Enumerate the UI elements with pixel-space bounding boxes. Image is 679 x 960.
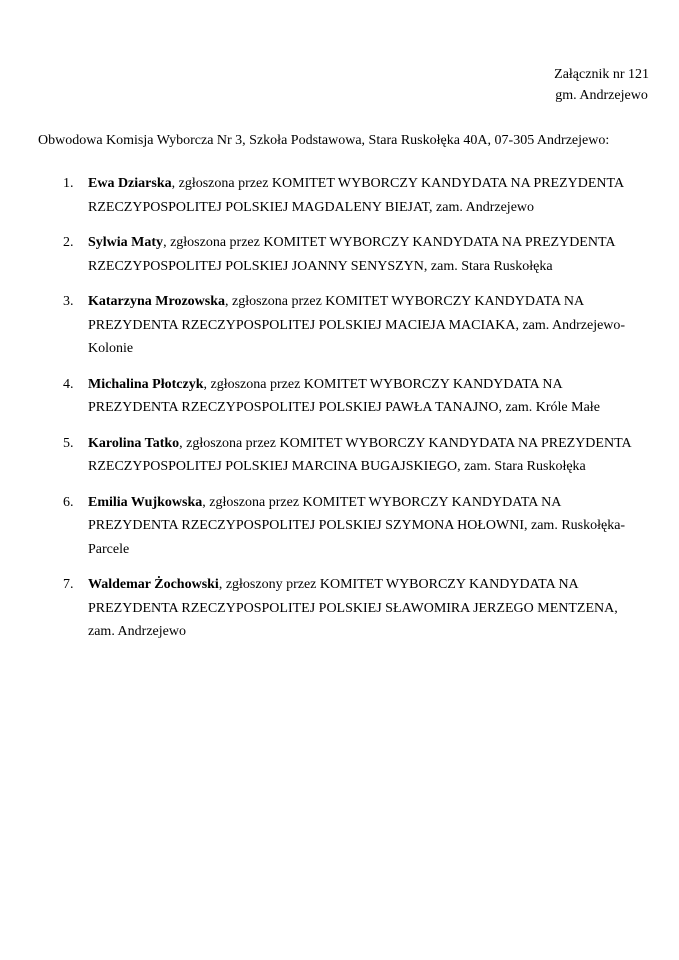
member-text	[88, 573, 648, 644]
member-list-item	[63, 290, 648, 361]
member-details: , zgłoszona przez KOMITET WYBORCZY KANDYDATA NA PREZYDENTA RZECZYPOSPOLITEJ POLSKIEJ JOANNY SENYSZYN, zam. Stara Ruskołęka	[88, 235, 615, 274]
member-details: , zgłoszona przez KOMITET WYBORCZY KANDYDATA NA PREZYDENTA RZECZYPOSPOLITEJ POLSKIEJ MARCINA BUGAJSKIEGO, zam. Stara Ruskołęka	[88, 435, 631, 474]
commission-title: Obwodowa Komisja Wyborcza Nr 3, Szkoła Podstawowa, Stara Ruskołęka 40A, 07-305 Andrzejewo:	[38, 133, 610, 148]
member-text	[88, 231, 648, 278]
member-details: , zgłoszona przez KOMITET WYBORCZY KANDYDATA NA PREZYDENTA RZECZYPOSPOLITEJ POLSKIEJ MAGDALENY BIEJAT, zam. Andrzejewo	[88, 176, 624, 215]
member-number: 2.	[63, 235, 74, 250]
member-list-item	[63, 432, 648, 479]
document-header	[554, 64, 649, 106]
member-number: 6.	[63, 494, 74, 510]
member-text	[88, 172, 648, 219]
member-number: 4.	[63, 376, 74, 392]
member-number: 3.	[63, 294, 74, 309]
municipality-label: gm. Andrzejewo	[555, 88, 648, 103]
member-details: , zgłoszona przez KOMITET WYBORCZY KANDYDATA NA PREZYDENTA RZECZYPOSPOLITEJ POLSKIEJ PAWŁA TANAJNO, zam. Króle Małe	[88, 376, 600, 415]
attachment-label: Załącznik nr 121	[554, 67, 649, 82]
member-text	[88, 432, 648, 479]
member-list-item	[63, 231, 648, 278]
member-list	[63, 172, 648, 656]
member-number: 1.	[63, 176, 74, 191]
member-name: Katarzyna Mrozowska	[88, 294, 225, 309]
member-details: , zgłoszona przez KOMITET WYBORCZY KANDYDATA NA PREZYDENTA RZECZYPOSPOLITEJ POLSKIEJ MACIEJA MACIAKA, zam. Andrzejewo-Kolonie	[88, 294, 626, 356]
member-name: Sylwia Maty	[88, 235, 164, 250]
member-name: Emilia Wujkowska	[88, 494, 203, 510]
member-name: Karolina Tatko	[88, 435, 180, 451]
member-list-item	[63, 491, 648, 562]
member-text	[88, 491, 648, 562]
member-details: , zgłoszony przez KOMITET WYBORCZY KANDYDATA NA PREZYDENTA RZECZYPOSPOLITEJ POLSKIEJ SŁAWOMIRA JERZEGO MENTZENA, zam. Andrzejewo	[88, 577, 618, 639]
member-list-item	[63, 172, 648, 219]
member-list-item	[63, 573, 648, 644]
member-name: Michalina Płotczyk	[88, 376, 204, 392]
member-text	[88, 290, 648, 361]
member-details: , zgłoszona przez KOMITET WYBORCZY KANDYDATA NA PREZYDENTA RZECZYPOSPOLITEJ POLSKIEJ SZYMONA HOŁOWNI, zam. Ruskołęka-Parcele	[88, 494, 626, 557]
member-name: Waldemar Żochowski	[88, 577, 219, 592]
member-name: Ewa Dziarska	[88, 176, 172, 191]
member-text	[88, 373, 648, 420]
member-number: 7.	[63, 577, 74, 592]
member-number: 5.	[63, 435, 74, 451]
member-list-item	[63, 373, 648, 420]
